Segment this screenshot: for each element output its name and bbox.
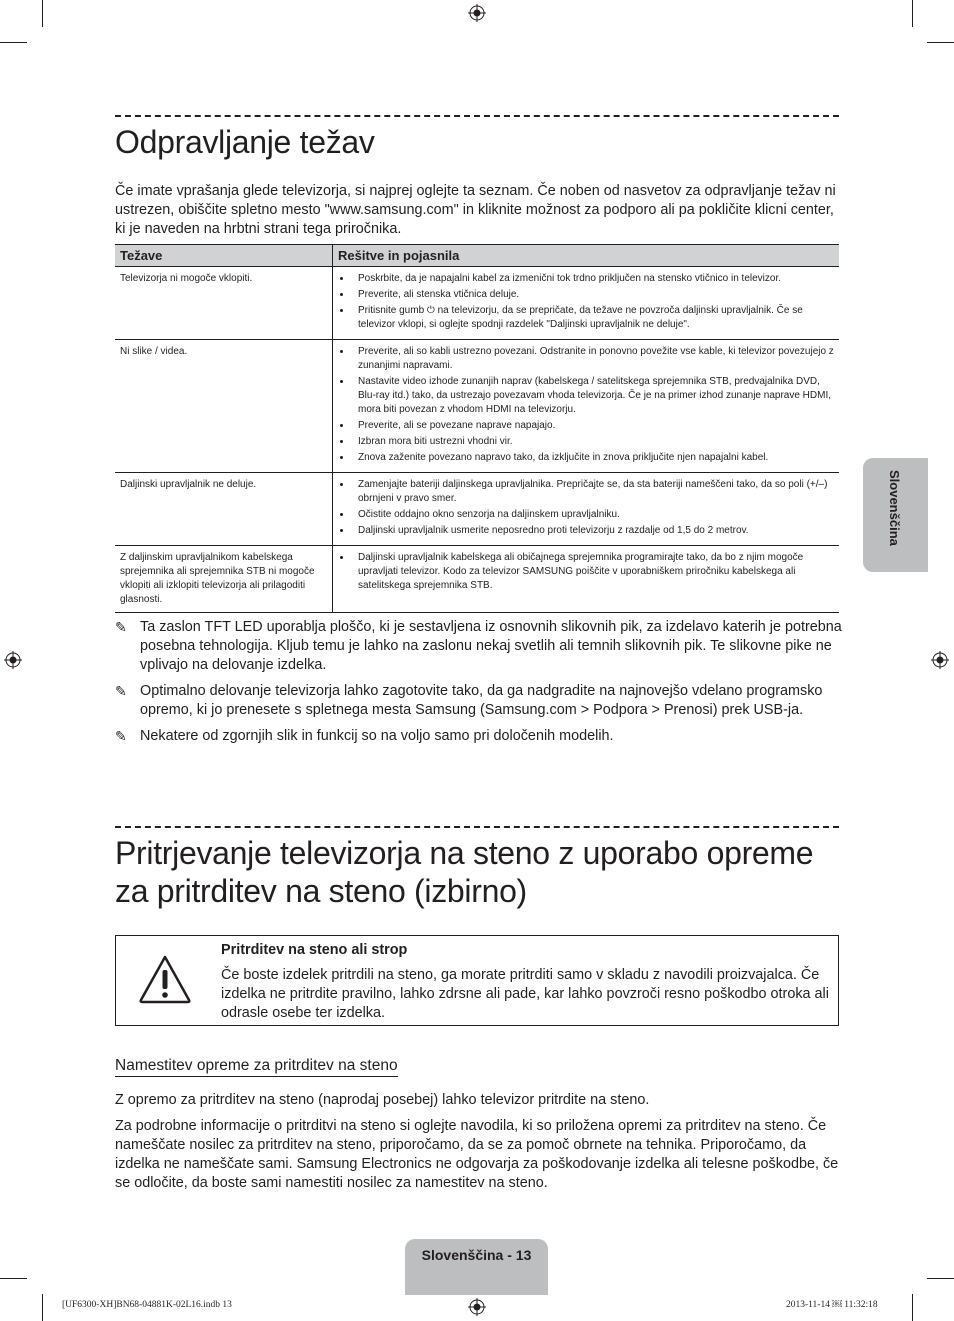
crop-mark bbox=[912, 0, 913, 27]
warning-triangle-icon bbox=[138, 954, 192, 1004]
crop-mark bbox=[0, 42, 27, 43]
solution-item: • Preverite, ali stenska vtičnica deluje. bbox=[352, 288, 834, 302]
problem-cell: Televizorja ni mogoče vklopiti. bbox=[115, 267, 333, 340]
solution-item: • Daljinski upravljalnik usmerite neposredno proti televizorju z razdalje od 1,5 do 2 metrov. bbox=[352, 524, 834, 538]
solution-item: • Daljinski upravljalnik kabelskega ali običajnega sprejemnika programirajte tako, da bo z njim mogoče upravljati televizor. Kodo za televizor SAMSUNG poiščite v uporabniškem priročniku kabelskega ali satelitskega sprejemnika STB. bbox=[352, 551, 834, 593]
pencil-note-icon: ✎ bbox=[115, 619, 127, 635]
section-title-troubleshooting: Odpravljanje težav bbox=[115, 124, 375, 160]
warning-text: Če boste izdelek pritrdili na steno, ga morate pritrditi samo v skladu z navodili proizvajalca. Če izdelka ne pritrdite pravilno, lahko zdrsne ali pade, kar lahko povzroči resno poškodbo otroka ali odrasle osebe ter izdelka. bbox=[221, 967, 829, 1021]
solution-cell bbox=[333, 267, 840, 340]
language-side-tab bbox=[863, 458, 928, 572]
crop-mark bbox=[927, 42, 954, 43]
solution-item: • Pritisnite gumb ⏻ na televizorju, da se prepričate, da težave ne povzroča daljinski upravljalnik. Če se televizor vklopi, si oglejte spodnji razdelek "Daljinski upravljalnik ne deluje". bbox=[352, 304, 834, 332]
solution-cell bbox=[333, 340, 840, 473]
crop-mark bbox=[912, 1294, 913, 1321]
solution-item: • Preverite, ali se povezane naprave napajajo. bbox=[352, 419, 834, 433]
section-divider bbox=[115, 115, 839, 117]
solution-item: • Preverite, ali so kabli ustrezno povezani. Odstranite in ponovno povežite vse kable, ki televizor povezujejo z zunanjimi napravami. bbox=[352, 345, 834, 373]
table-row bbox=[115, 267, 839, 340]
note-text: Nekatere od zgornjih slik in funkcij so na voljo samo pri določenih modelih. bbox=[140, 728, 614, 744]
note-text: Optimalno delovanje televizorja lahko zagotovite tako, da ga nadgradite na najnovejšo vdelano programsko opremo, ki jo prenesete s spletnega mesta Samsung (Samsung.com > Podpora > Prenosi) prek USB-ja. bbox=[140, 683, 823, 718]
wall-mount-paragraph-1: Z opremo za pritrditev na steno (naprodaj posebej) lahko televizor pritrdite na steno. bbox=[115, 1092, 650, 1108]
registration-mark-icon bbox=[931, 651, 949, 669]
page-number-tab bbox=[405, 1239, 548, 1295]
solution-item: • Poskrbite, da je napajalni kabel za izmenični tok trdno priključen na stensko vtičnico in televizor. bbox=[352, 272, 834, 286]
registration-mark-icon bbox=[468, 1298, 486, 1316]
subheading-wall-mount-kit: Namestitev opreme za pritrditev na steno bbox=[115, 1056, 398, 1077]
pencil-note-icon: ✎ bbox=[115, 728, 127, 744]
solution-item: • Znova zaženite povezano napravo tako, da izključite in znova priključite njen napajalni kabel. bbox=[352, 451, 834, 465]
section-divider bbox=[115, 826, 839, 828]
registration-mark-icon bbox=[468, 4, 486, 22]
troubleshooting-table bbox=[115, 244, 839, 613]
note-item bbox=[115, 682, 845, 720]
registration-mark-icon bbox=[4, 651, 22, 669]
table-row bbox=[115, 340, 839, 473]
crop-mark bbox=[927, 1278, 954, 1279]
solution-item: • Nastavite video izhode zunanjih naprav (kabelskega / satelitskega sprejemnika STB, predvajalnika DVD, Blu-ray itd.) tako, da ustrezajo povezavam vhoda televizorja. Če je na primer izhod zunanje naprave HDMI, mora biti povezan z vhodom HDMI na televizorju. bbox=[352, 375, 834, 417]
table-row bbox=[115, 546, 839, 613]
page-number-label: Slovenščina - 13 bbox=[421, 1247, 532, 1263]
column-header-solutions: Rešitve in pojasnila bbox=[333, 245, 840, 267]
crop-mark bbox=[0, 1278, 27, 1279]
intro-paragraph: Če imate vprašanja glede televizorja, si najprej oglejte ta seznam. Če noben od nasvetov za odpravljanje težav ni ustrezen, obiščite spletno mesto "www.samsung.com" in kliknite možnost za podporo ali pa pokličite klicni center, ki je naveden na hrbtni strani tega priročnika. bbox=[115, 183, 836, 237]
problem-cell: Daljinski upravljalnik ne deluje. bbox=[115, 473, 333, 546]
language-side-tab-label: Slovenščina bbox=[887, 470, 902, 546]
problem-cell: Ni slike / videa. bbox=[115, 340, 333, 473]
note-item bbox=[115, 618, 845, 675]
note-item bbox=[115, 727, 845, 746]
solution-cell bbox=[333, 473, 840, 546]
crop-mark bbox=[42, 0, 43, 27]
solution-item: • Izbran mora biti ustrezni vhodni vir. bbox=[352, 435, 834, 449]
table-row bbox=[115, 473, 839, 546]
crop-mark bbox=[42, 1294, 43, 1321]
note-text: Ta zaslon TFT LED uporablja ploščo, ki je sestavljena iz osnovnih slikovnih pik, za izdelavo katerih je potrebna posebna tehnologija. Kljub temu je lahko na zaslonu nekaj svetlih ali temnih slikovnih pik. Te slikovne pike ne vplivajo na delovanje izdelka. bbox=[140, 619, 842, 673]
warning-box bbox=[115, 935, 839, 1026]
problem-cell: Z daljinskim upravljalnikom kabelskega sprejemnika ali sprejemnika STB ni mogoče vklopiti ali izklopiti televizorja ali prilagoditi glasnosti. bbox=[115, 546, 333, 613]
column-header-problems: Težave bbox=[115, 245, 333, 267]
warning-title: Pritrditev na steno ali strop bbox=[221, 942, 408, 958]
wall-mount-paragraph-2: Za podrobne informacije o pritrditvi na steno si oglejte navodila, ki so priložena opremi za pritrditev na steno. Če nameščate nosilec za pritrditev na steno, priporočamo, da se za pomoč obrnete na tehnika. Priporočamo, da izdelka ne nameščate sami. Samsung Electronics ne odgovarja za poškodovanje izdelka ali telesne poškodbe, če se odločite, da boste sami namestiti nosilec za namestitev na steno. bbox=[115, 1118, 839, 1191]
notes-list bbox=[115, 618, 845, 753]
section-title-wall-mount: Pritrjevanje televizorja na steno z uporabo opreme za pritrditev na steno (izbirno) bbox=[115, 835, 814, 909]
solution-item: • Zamenjajte bateriji daljinskega upravljalnika. Prepričajte se, da sta bateriji nameščeni tako, da so poli (+/–) obrnjeni v pravo smer. bbox=[352, 478, 834, 506]
table-header-row bbox=[115, 245, 839, 267]
pencil-note-icon: ✎ bbox=[115, 683, 127, 699]
solution-item: • Očistite oddajno okno senzorja na daljinskem upravljalniku. bbox=[352, 508, 834, 522]
solution-cell bbox=[333, 546, 840, 613]
print-slug-file: [UF6300-XH]BN68-04881K-02L16.indb 13 bbox=[62, 1300, 232, 1310]
print-slug-timestamp: 2013-11-14 ￼ 11:32:18 bbox=[786, 1300, 878, 1310]
